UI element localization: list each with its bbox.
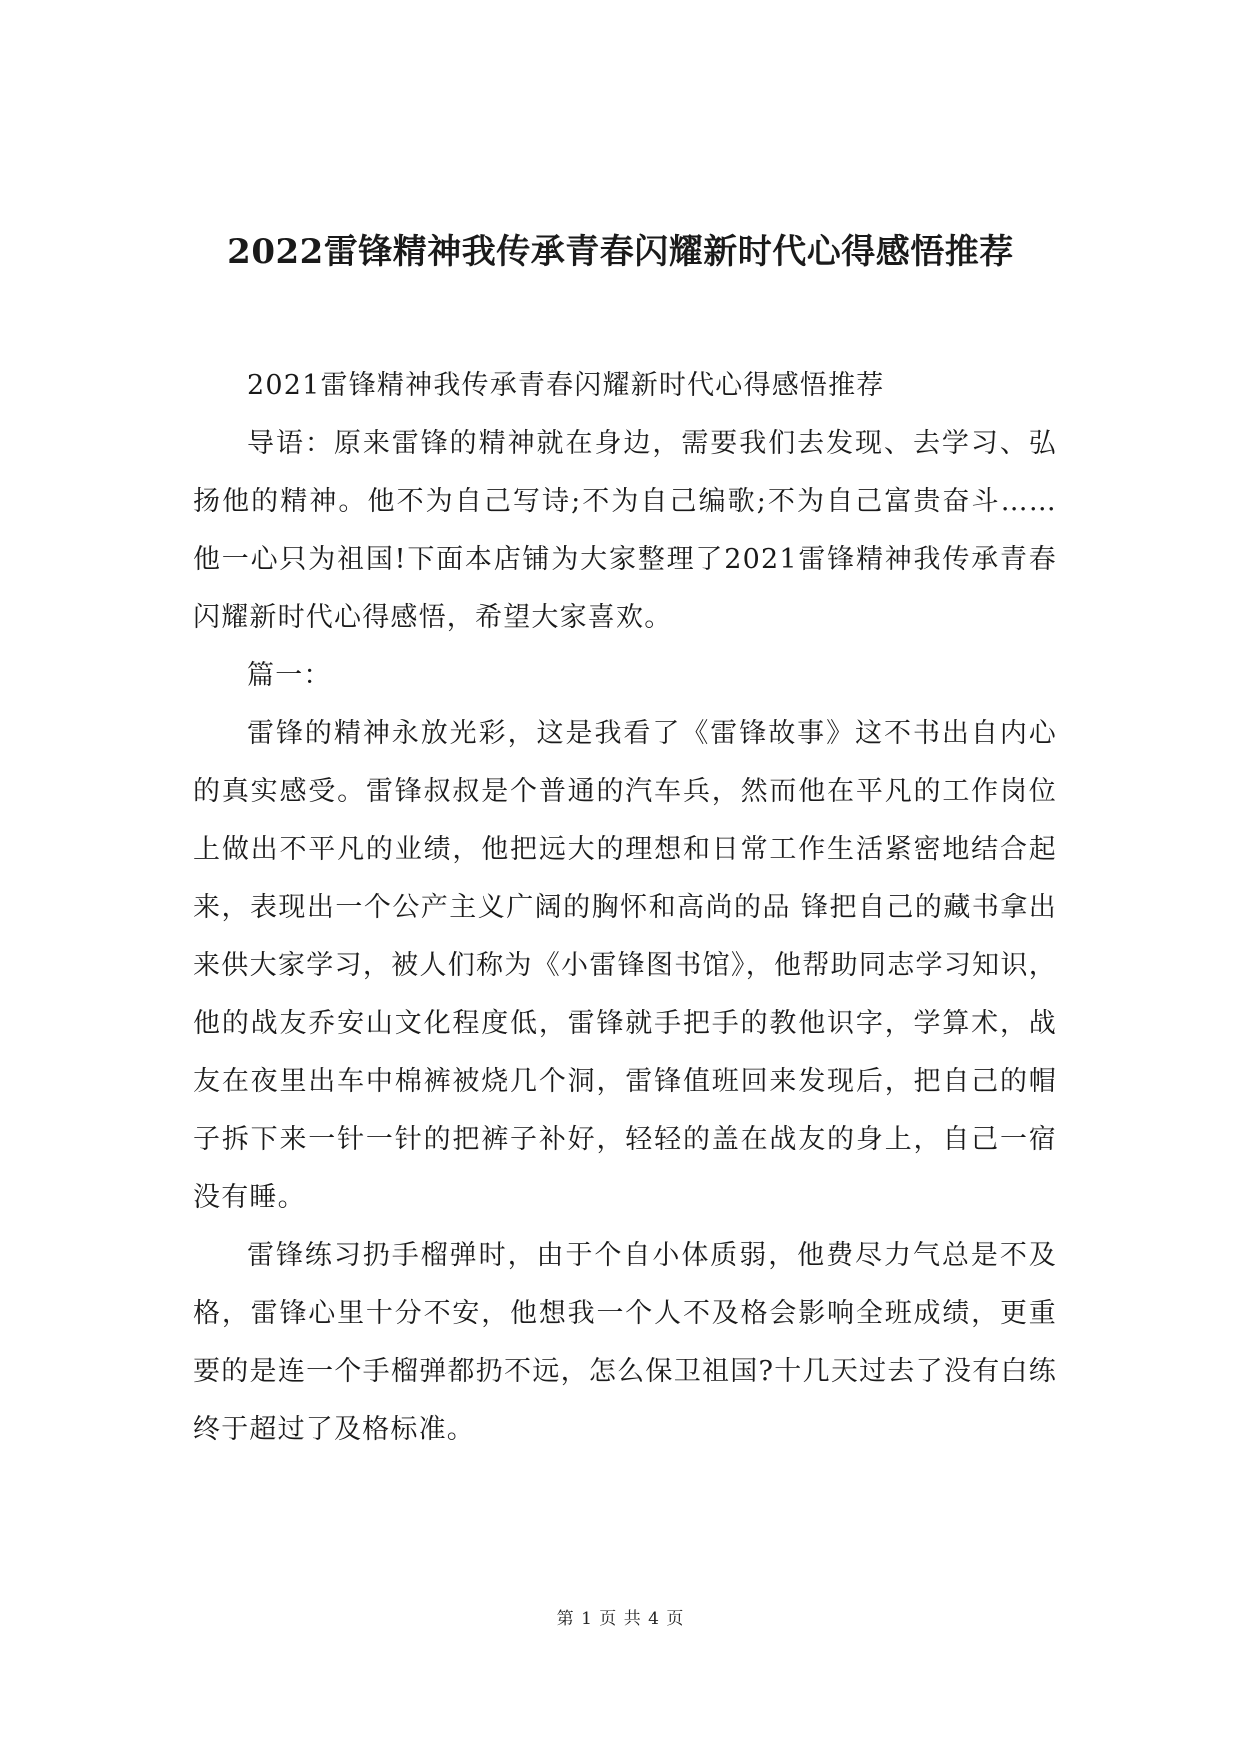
paragraph-story-2: 雷锋练习扔手榴弹时，由于个自小体质弱，他费尽力气总是不及格，雷锋心里十分不安，他想我一个人不及格会影响全班成绩，更重要的是连一个手榴弹都扔不远，怎么保卫祖国?十几天过去了没有白练终于超过了及格标准。 <box>193 1240 1057 1445</box>
paragraph-section-heading: 篇一： <box>247 660 332 691</box>
document-body <box>193 357 1057 1459</box>
document-title: 2022雷锋精神我传承青春闪耀新时代心得感悟推荐 <box>227 232 1014 272</box>
page-footer: 第 1 页 共 4 页 <box>556 1609 685 1629</box>
paragraph-story-1: 雷锋的精神永放光彩，这是我看了《雷锋故事》这不书出自内心的真实感受。雷锋叔叔是个普通的汽车兵，然而他在平凡的工作岗位上做出不平凡的业绩，他把远大的理想和日常工作生活紧密地结合起来，表现出一个公产主义广阔的胸怀和高尚的品 锋把自己的藏书拿出来供大家学习，被人们称为《小雷锋图书馆》，他帮助同志学习知识，他的战友乔安山文化程度低，雷锋就手把手的教他识字，学算术，战友在夜里出车中棉裤被烧几个洞，雷锋值班回来发现后，把自己的帽子拆下来一针一针的把裤子补好，轻轻的盖在战友的身上，自己一宿没有睡。 <box>193 718 1057 1213</box>
paragraph-subtitle: 2021雷锋精神我传承青春闪耀新时代心得感悟推荐 <box>247 370 885 401</box>
paragraph-intro: 导语：原来雷锋的精神就在身边，需要我们去发现、去学习、弘扬他的精神。他不为自己写诗;不为自己编歌;不为自己富贵奋斗……他一心只为祖国!下面本店铺为大家整理了2021雷锋精神我传承青春闪耀新时代心得感悟，希望大家喜欢。 <box>193 428 1057 633</box>
